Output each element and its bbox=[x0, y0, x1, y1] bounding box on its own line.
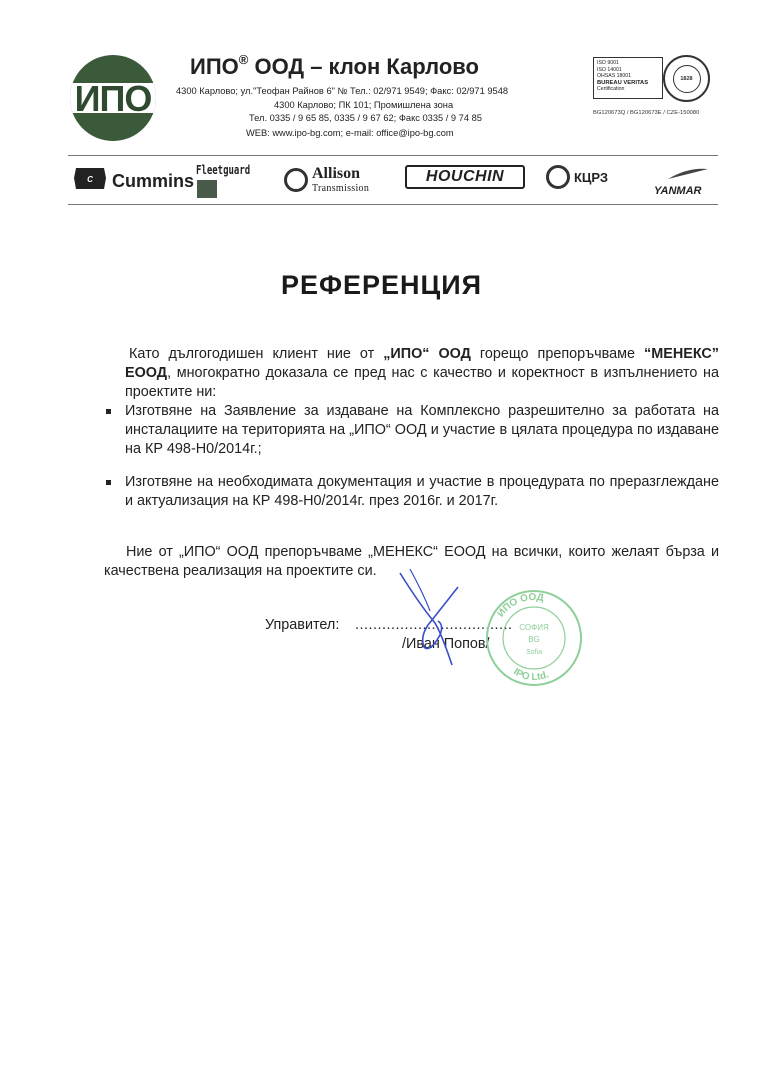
document-title: РЕФЕРЕНЦИЯ bbox=[280, 270, 483, 300]
yanmar-leaf-icon bbox=[666, 167, 710, 181]
signature-line: ................................... bbox=[355, 617, 513, 633]
closing-paragraph: Ние от „ИПО“ ООД препоръчваме „МЕНЕКС“ ЕООД на всички, които желаят бърза и качествена реализация на проектите си. bbox=[104, 544, 719, 579]
svg-text:СОФИЯ: СОФИЯ bbox=[519, 623, 549, 632]
cummins-brand: Cummins bbox=[112, 171, 195, 191]
svg-text:Sofia: Sofia bbox=[526, 649, 542, 656]
company-title: ИПО® ООД – клон Карлово bbox=[190, 52, 479, 79]
yanmar-brand: YANMAR bbox=[654, 185, 702, 197]
bullet-list bbox=[104, 402, 719, 459]
handwritten-signature bbox=[380, 565, 480, 675]
certification-box: ISO 9001 ISO 14001 OHSAS 18001 BUREAU VERITAS Certification bbox=[593, 57, 663, 99]
logo-text: ИПО bbox=[74, 78, 152, 119]
svg-text:ИПО ООД: ИПО ООД bbox=[495, 591, 545, 620]
bullet-list bbox=[104, 473, 719, 511]
svg-text:IPO Ltd.: IPO Ltd. bbox=[511, 666, 551, 684]
fleetguard-brand: Fleetguard bbox=[196, 163, 251, 177]
svg-text:C: C bbox=[87, 175, 93, 184]
company-logo bbox=[70, 55, 156, 141]
list-item: Изготвяне на необходимата документация и участие в процедурата по преразглеждане и актуализация на КР 498-Н0/2014г. през 2016г. и 2017г. bbox=[104, 473, 719, 511]
address-line: 4300 Карлово; ПК 101; Промишлена зона bbox=[274, 100, 454, 110]
list-item: Изготвяне на Заявление за издаване на Комплексно разрешително за работата на инсталациите на територията на „ИПО“ ООД и участие в цялата процедура по издаване на КР 498-Н0/2014г.; bbox=[104, 402, 719, 459]
header-divider bbox=[68, 155, 718, 156]
svg-text:BG: BG bbox=[528, 635, 540, 644]
signature-label: Управител: bbox=[265, 617, 340, 633]
houchin-brand: HOUCHIN bbox=[405, 165, 525, 189]
kcrz-brand: КЦРЗ bbox=[574, 170, 609, 185]
allison-subtitle: Transmission bbox=[312, 183, 370, 194]
brands-divider bbox=[68, 204, 718, 205]
address-line: Тел. 0335 / 9 65 85, 0335 / 9 67 62; Факс 0335 / 9 74 85 bbox=[249, 113, 482, 123]
fleetguard-filter-icon bbox=[197, 180, 217, 198]
kcrz-logo-icon bbox=[546, 165, 570, 189]
allison-logo-icon bbox=[284, 168, 308, 192]
intro-paragraph: Като дългогодишен клиент ние от „ИПО“ ООД горещо препоръчваме “МЕНЕКС” ЕООД, многократно доказала се пред нас с качество и коректност в изпълнението на проектите ни: bbox=[125, 346, 720, 400]
web-email-line: WEB: www.ipo-bg.com; e-mail: office@ipo-bg.com bbox=[246, 128, 454, 138]
signer-name: /Иван Попов/ bbox=[402, 636, 490, 652]
certification-codes: BG120673Q / BG120673E / CZE-150080 bbox=[593, 110, 700, 116]
allison-brand: Allison bbox=[312, 165, 361, 182]
cummins-logo-icon bbox=[72, 166, 108, 191]
bureau-veritas-seal-icon: 1828 bbox=[663, 55, 710, 102]
company-stamp bbox=[484, 588, 584, 688]
address-line: 4300 Карлово; ул."Теофан Райнов 6" № Тел.: 02/971 9549; Факс: 02/971 9548 bbox=[176, 86, 509, 96]
